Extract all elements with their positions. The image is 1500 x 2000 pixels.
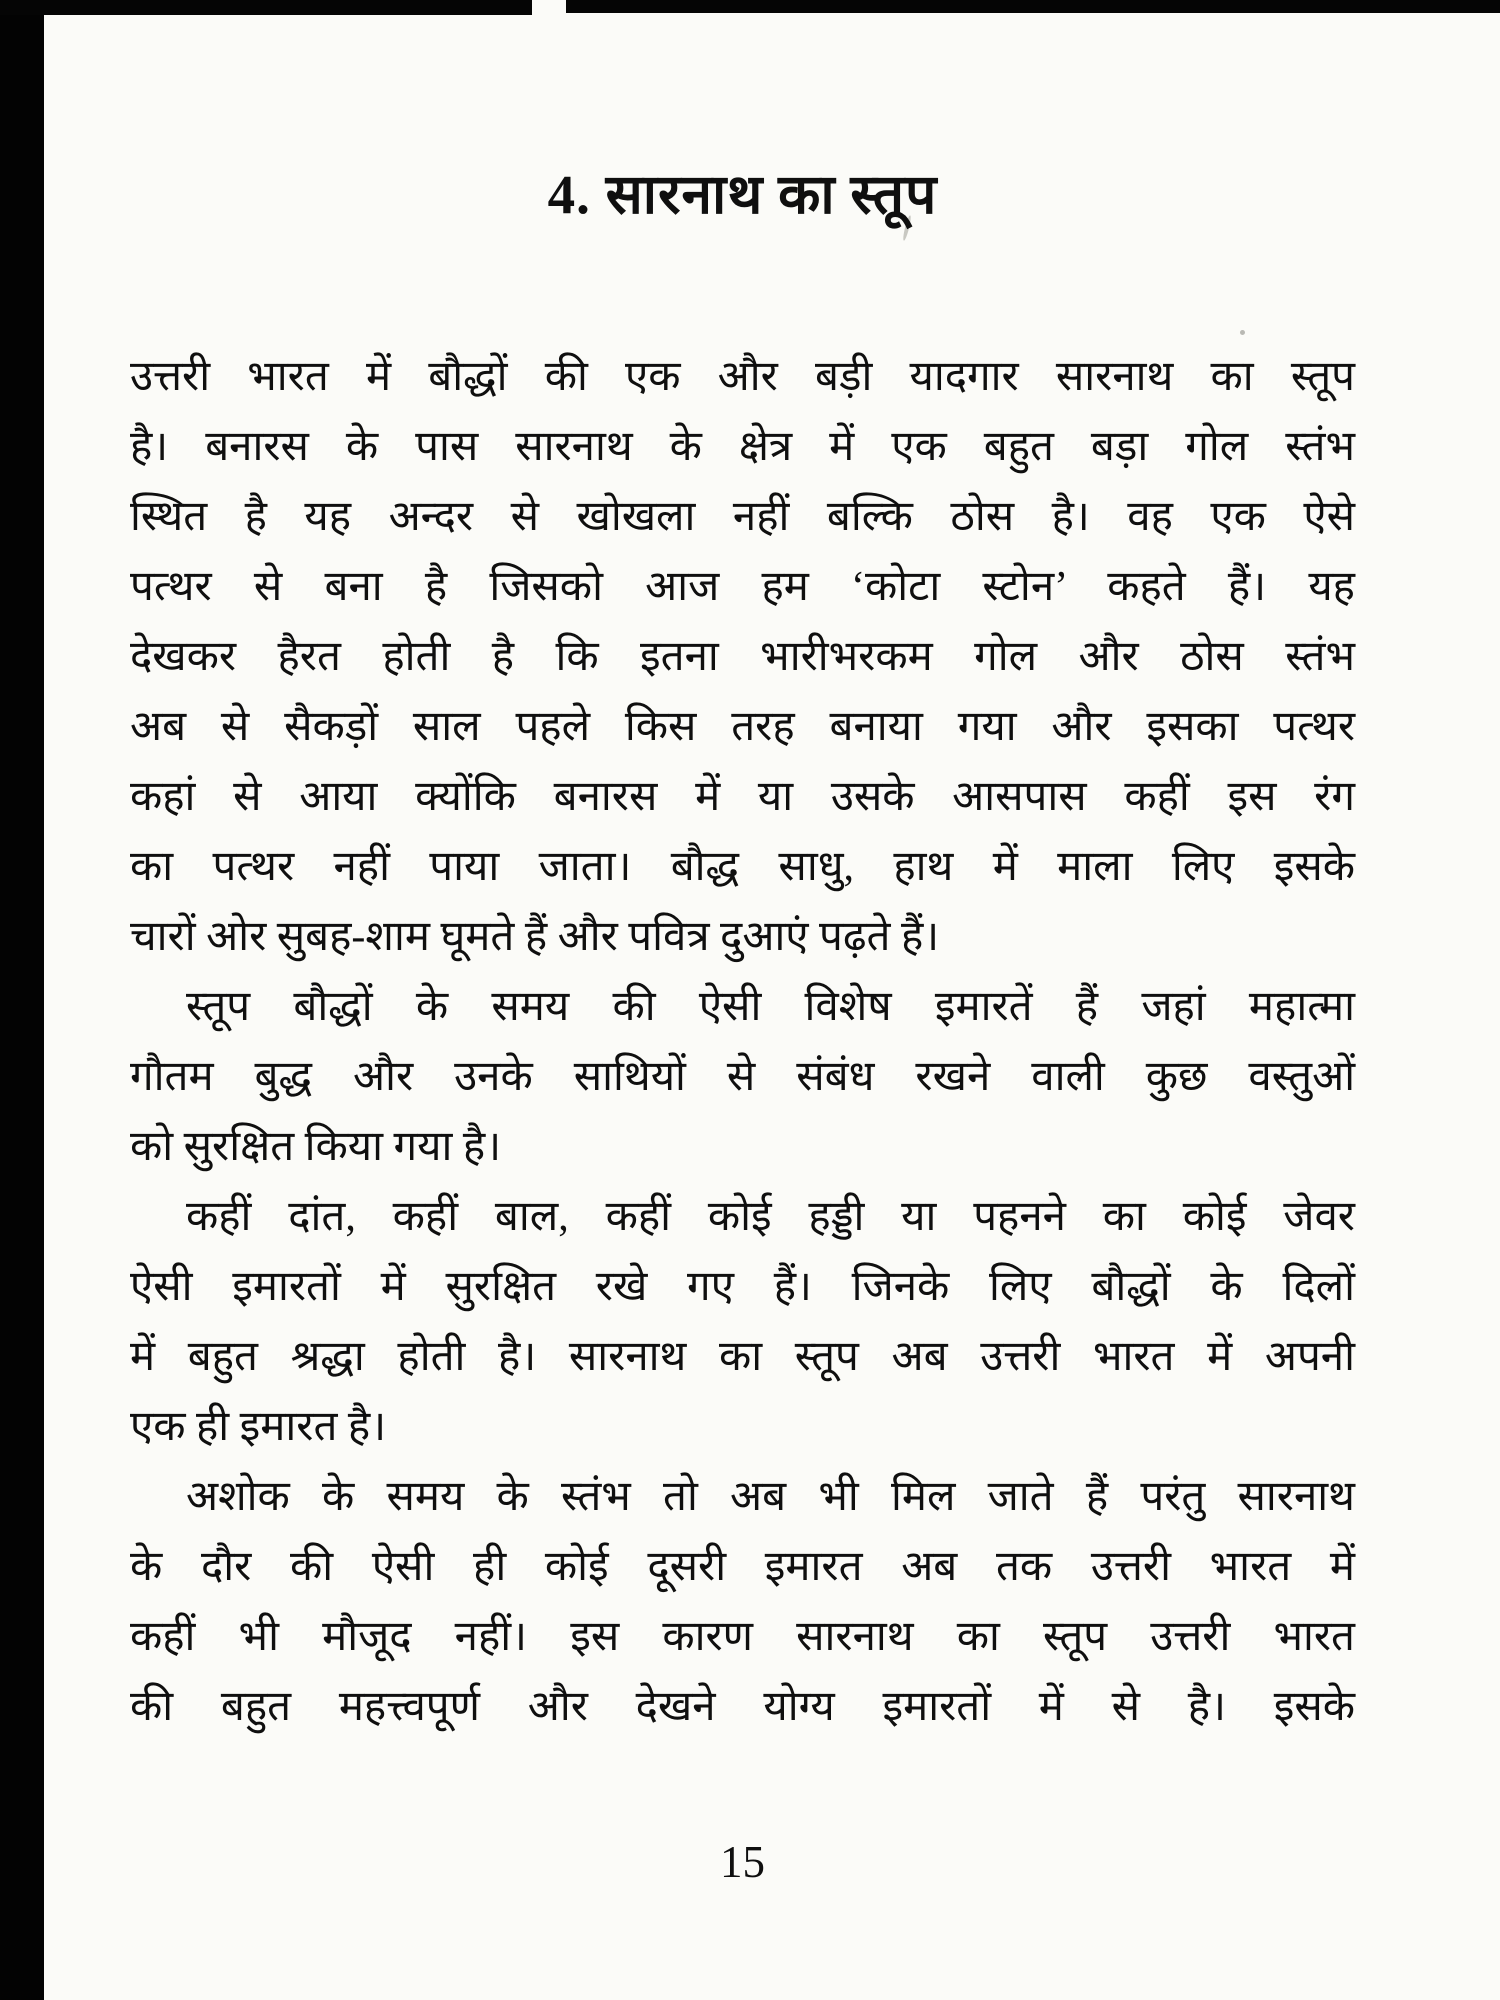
text-line: में बहुत श्रद्धा होती है। सारनाथ का स्तूप अब उत्तरी भारत में अपनी (130, 1334, 1355, 1380)
chapter-title: 4. सारनाथ का स्तूप (547, 163, 938, 225)
text-line: कहां से आया क्योंकि बनारस में या उसके आसपास कहीं इस रंग (130, 774, 1355, 820)
text-line: कहीं भी मौजूद नहीं। इस कारण सारनाथ का स्तूप उत्तरी भारत (130, 1614, 1355, 1660)
text-line: कहीं दांत, कहीं बाल, कहीं कोई हड्डी या पहनने का कोई जेवर (186, 1194, 1355, 1240)
text-line: ऐसी इमारतों में सुरक्षित रखे गए हैं। जिनके लिए बौद्धों के दिलों (130, 1264, 1355, 1310)
text-line: एक ही इमारत है। (130, 1404, 387, 1450)
text-line: गौतम बुद्ध और उनके साथियों से संबंध रखने वाली कुछ वस्तुओं (130, 1054, 1355, 1100)
scan-border-top-right (566, 0, 1500, 13)
text-line: अब से सैकड़ों साल पहले किस तरह बनाया गया और इसका पत्थर (130, 704, 1355, 750)
text-line: अशोक के समय के स्तंभ तो अब भी मिल जाते हैं परंतु सारनाथ (186, 1474, 1355, 1520)
text-line: उत्तरी भारत में बौद्धों की एक और बड़ी यादगार सारनाथ का स्तूप (130, 354, 1355, 400)
text-line: की बहुत महत्त्वपूर्ण और देखने योग्य इमारतों में से है। इसके (130, 1684, 1355, 1730)
scan-border-left (0, 0, 44, 2000)
body-text (130, 342, 1355, 1742)
paragraph (130, 1462, 1355, 1742)
text-line: पत्थर से बना है जिसको आज हम ‘कोटा स्टोन’ कहते हैं। यह (130, 564, 1355, 610)
paragraph (130, 342, 1355, 972)
paragraph (130, 1182, 1355, 1462)
scan-border-top-left (0, 0, 532, 15)
text-line: को सुरक्षित किया गया है। (130, 1124, 502, 1170)
text-line: देखकर हैरत होती है कि इतना भारीभरकम गोल और ठोस स्तंभ (130, 634, 1355, 680)
text-line: चारों ओर सुबह-शाम घूमते हैं और पवित्र दुआएं पढ़ते हैं। (130, 914, 940, 960)
text-line: स्तूप बौद्धों के समय की ऐसी विशेष इमारतें हैं जहां महात्मा (186, 984, 1355, 1030)
text-line: है। बनारस के पास सारनाथ के क्षेत्र में एक बहुत बड़ा गोल स्तंभ (130, 424, 1355, 470)
page-number: 15 (720, 1837, 765, 1887)
text-line: के दौर की ऐसी ही कोई दूसरी इमारत अब तक उत्तरी भारत में (130, 1544, 1355, 1590)
text-line: स्थित है यह अन्दर से खोखला नहीं बल्कि ठोस है। वह एक ऐसे (130, 494, 1355, 540)
text-line: का पत्थर नहीं पाया जाता। बौद्ध साधु, हाथ में माला लिए इसके (130, 844, 1355, 890)
paragraph (130, 972, 1355, 1182)
scan-speck (1240, 330, 1245, 335)
